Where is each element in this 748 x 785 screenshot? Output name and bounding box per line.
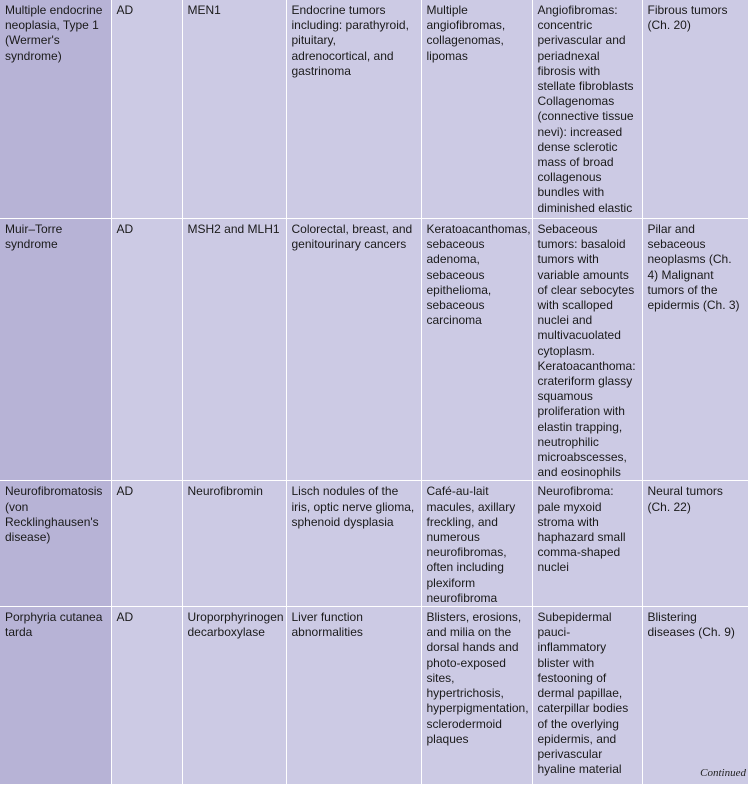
cell-inheritance: AD bbox=[111, 0, 182, 219]
cell-chapter-reference: Pilar and sebaceous neoplasms (Ch. 4) Malignant tumors of the epidermis (Ch. 3) bbox=[642, 219, 748, 481]
cell-histopathology: Neurofibroma: pale myxoid stroma with haphazard small comma-shaped nuclei bbox=[532, 481, 642, 607]
cell-associated-findings: Endocrine tumors including: parathyroid, pituitary, adrenocortical, and gastrinoma bbox=[286, 0, 421, 219]
cell-inheritance: AD bbox=[111, 219, 182, 481]
cell-inheritance: AD bbox=[111, 481, 182, 607]
cell-gene: Uroporphyrinogen decarboxylase bbox=[182, 607, 286, 785]
cell-condition: Muir–Torre syndrome bbox=[0, 219, 111, 481]
cell-histopathology: Sebaceous tumors: basaloid tumors with variable amounts of clear sebocytes with scalloped nuclei and multivacuolated cytoplasm. Keratoacanthoma: crateriform glassy squamous proliferation with elastin trapping, neutrophilic microabscesses, and eosinophils bbox=[532, 219, 642, 481]
cell-chapter-reference: Neural tumors (Ch. 22) bbox=[642, 481, 748, 607]
cell-condition: Porphyria cutanea tarda bbox=[0, 607, 111, 785]
cell-histopathology: Subepidermal pauci-inflammatory blister with festooning of dermal papillae, caterpillar bodies of the overlying epidermis, and perivascular hyaline material bbox=[532, 607, 642, 785]
continued-note: Continued bbox=[700, 767, 746, 779]
cell-condition: Neurofibromatosis (von Recklinghausen's disease) bbox=[0, 481, 111, 607]
cell-associated-findings: Colorectal, breast, and genitourinary cancers bbox=[286, 219, 421, 481]
cell-skin-findings: Café-au-lait macules, axillary freckling, and numerous neurofibromas, often including plexiform neurofibroma bbox=[421, 481, 532, 607]
cell-histopathology: Angiofibromas: concentric perivascular and periadnexal fibrosis with stellate fibroblasts Collagenomas (connective tissue nevi): increased dense sclerotic mass of broad collagenous bundles with diminished elastic bbox=[532, 0, 642, 219]
cell-gene: MEN1 bbox=[182, 0, 286, 219]
cell-condition: Multiple endocrine neoplasia, Type 1 (Wermer's syndrome) bbox=[0, 0, 111, 219]
cell-chapter-reference: Blistering diseases (Ch. 9) bbox=[642, 607, 748, 785]
cell-gene: Neurofibromin bbox=[182, 481, 286, 607]
table-row bbox=[0, 607, 748, 785]
cell-skin-findings: Keratoacanthomas, sebaceous adenoma, sebaceous epithelioma, sebaceous carcinoma bbox=[421, 219, 532, 481]
cell-skin-findings: Multiple angiofibromas, collagenomas, lipomas bbox=[421, 0, 532, 219]
table-row bbox=[0, 0, 748, 219]
table-row bbox=[0, 481, 748, 607]
table-row bbox=[0, 219, 748, 481]
cell-inheritance: AD bbox=[111, 607, 182, 785]
cell-associated-findings: Liver function abnormalities bbox=[286, 607, 421, 785]
cell-associated-findings: Lisch nodules of the iris, optic nerve glioma, sphenoid dysplasia bbox=[286, 481, 421, 607]
cell-gene: MSH2 and MLH1 bbox=[182, 219, 286, 481]
cell-skin-findings: Blisters, erosions, and milia on the dorsal hands and photo-exposed sites, hypertrichosis, hyperpigmentation, sclerodermoid plaques bbox=[421, 607, 532, 785]
cell-chapter-reference: Fibrous tumors (Ch. 20) bbox=[642, 0, 748, 219]
